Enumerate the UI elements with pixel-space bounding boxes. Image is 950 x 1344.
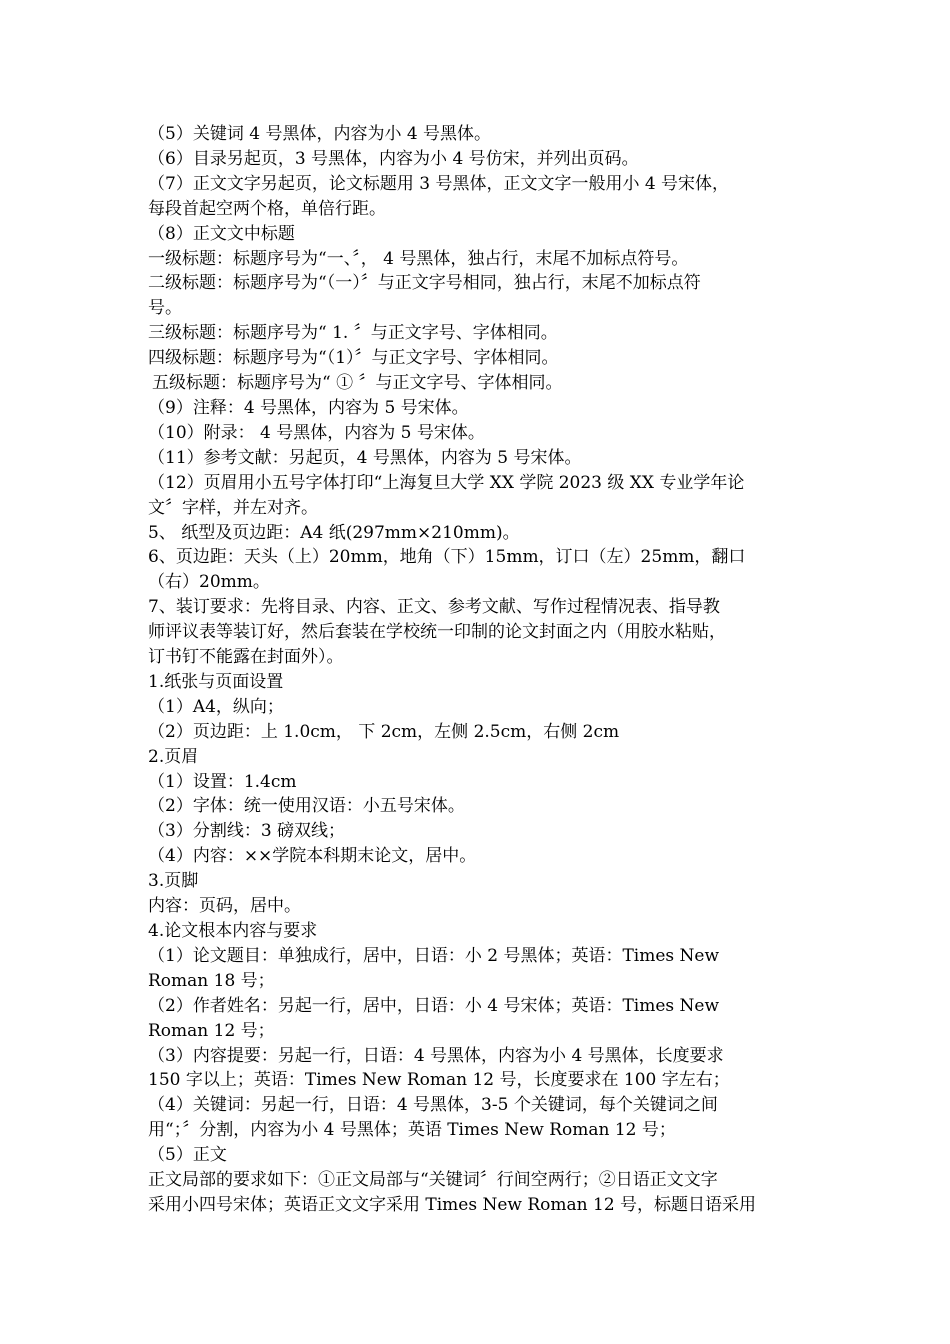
text-line: 订书钉不能露在封面外）。 bbox=[148, 647, 344, 668]
text-line: Roman 12 号； bbox=[148, 1020, 275, 1041]
section-heading: 4.论文根本内容与要求 bbox=[148, 921, 318, 941]
text-line: 6、页边距：天头（上）20mm，地角（下）15mm，订口（左）25mm，翻口 bbox=[148, 547, 746, 568]
text-line: 采用小四号宋体；英语正文文字采用 Times New Roman 12 号，标题日语采用 bbox=[148, 1194, 757, 1215]
text-line: （右）20mm。 bbox=[148, 572, 270, 593]
text-line: （1）A4，纵向； bbox=[148, 696, 284, 717]
text-line: 内容：页码，居中。 bbox=[148, 896, 301, 917]
text-line: 正文局部的要求如下：①正文局部与“关键词〞行间空两行；②日语正文文字 bbox=[148, 1170, 718, 1191]
text-line: 5、 纸型及页边距：A4 纸(297mm×210mm)。 bbox=[148, 522, 520, 543]
text-line: （9）注释：4 号黑体，内容为 5 号宋体。 bbox=[148, 397, 469, 418]
text-line: （4）内容：××学院本科期末论文，居中。 bbox=[148, 846, 477, 867]
text-line: （3）分割线：3 磅双线； bbox=[148, 821, 346, 842]
text-line: 二级标题：标题序号为“（一）〞与正文字号相同，独占行，末尾不加标点符 bbox=[148, 273, 701, 294]
text-line: （7）正文文字另起页，论文标题用 3 号黑体，正文文字一般用小 4 号宋体， bbox=[148, 173, 730, 194]
text-line: 150 字以上；英语：Times New Roman 12 号，长度要求在 100 字左右； bbox=[148, 1070, 730, 1091]
text-line: 师评议表等装订好，然后套装在学校统一印制的论文封面之内（用胶水粘贴， bbox=[148, 622, 726, 643]
text-line: （3）内容提要：另起一行，日语：4 号黑体，内容为小 4 号黑体，长度要求 bbox=[148, 1045, 724, 1066]
text-line: 号。 bbox=[148, 298, 182, 319]
text-line: 每段首起空两个格，单倍行距。 bbox=[148, 198, 386, 219]
text-line: 文〞字样，并左对齐。 bbox=[148, 497, 318, 518]
text-line: （2）作者姓名：另起一行，居中，日语：小 4 号宋体；英语：Times New bbox=[148, 995, 720, 1016]
document-body bbox=[148, 122, 798, 1218]
text-line: Roman 18 号； bbox=[148, 970, 275, 991]
text-line: 一级标题：标题序号为“一、〞， 4 号黑体，独占行，末尾不加标点符号。 bbox=[148, 248, 689, 269]
text-line: （6）目录另起页，3 号黑体，内容为小 4 号仿宋，并列出页码。 bbox=[148, 148, 639, 169]
section-heading: 3.页脚 bbox=[148, 871, 199, 892]
text-line: （10）附录： 4 号黑体，内容为 5 号宋体。 bbox=[148, 422, 485, 443]
text-line: 7、装订要求：先将目录、内容、正文、参考文献、写作过程情况表、指导教 bbox=[148, 597, 720, 618]
text-line: （5）关键词 4 号黑体，内容为小 4 号黑体。 bbox=[148, 124, 492, 144]
text-line: （2）页边距：上 1.0cm， 下 2cm，左侧 2.5cm，右侧 2cm bbox=[148, 721, 620, 742]
text-line: 四级标题：标题序号为“（1）〞与正文字号、字体相同。 bbox=[148, 348, 559, 369]
text-line: （12）页眉用小五号字体打印“上海复旦大学 XX 学院 2023 级 XX 专业学年论 bbox=[148, 472, 745, 493]
text-line: 用“；〞分割，内容为小 4 号黑体；英语 Times New Roman 12 号； bbox=[148, 1120, 676, 1141]
text-line: （1）设置：1.4cm bbox=[148, 771, 297, 792]
section-heading: 2.页眉 bbox=[148, 746, 199, 767]
text-line: （1）论文题目：单独成行，居中，日语：小 2 号黑体；英语：Times New bbox=[148, 945, 720, 966]
text-line: （11）参考文献：另起页，4 号黑体，内容为 5 号宋体。 bbox=[148, 447, 582, 468]
text-line: （5）正文 bbox=[148, 1145, 227, 1166]
text-line: （8）正文文中标题 bbox=[148, 223, 295, 244]
text-line: 三级标题：标题序号为“ 1. 〞与正文字号、字体相同。 bbox=[148, 323, 558, 344]
text-line: 五级标题：标题序号为“ ① 〞与正文字号、字体相同。 bbox=[152, 373, 563, 394]
text-line: （4）关键词：另起一行，日语：4 号黑体，3-5 个关键词，每个关键词之间 bbox=[148, 1095, 718, 1116]
text-line: （2）字体：统一使用汉语：小五号宋体。 bbox=[148, 796, 465, 817]
section-heading: 1.纸张与页面设置 bbox=[148, 671, 284, 692]
